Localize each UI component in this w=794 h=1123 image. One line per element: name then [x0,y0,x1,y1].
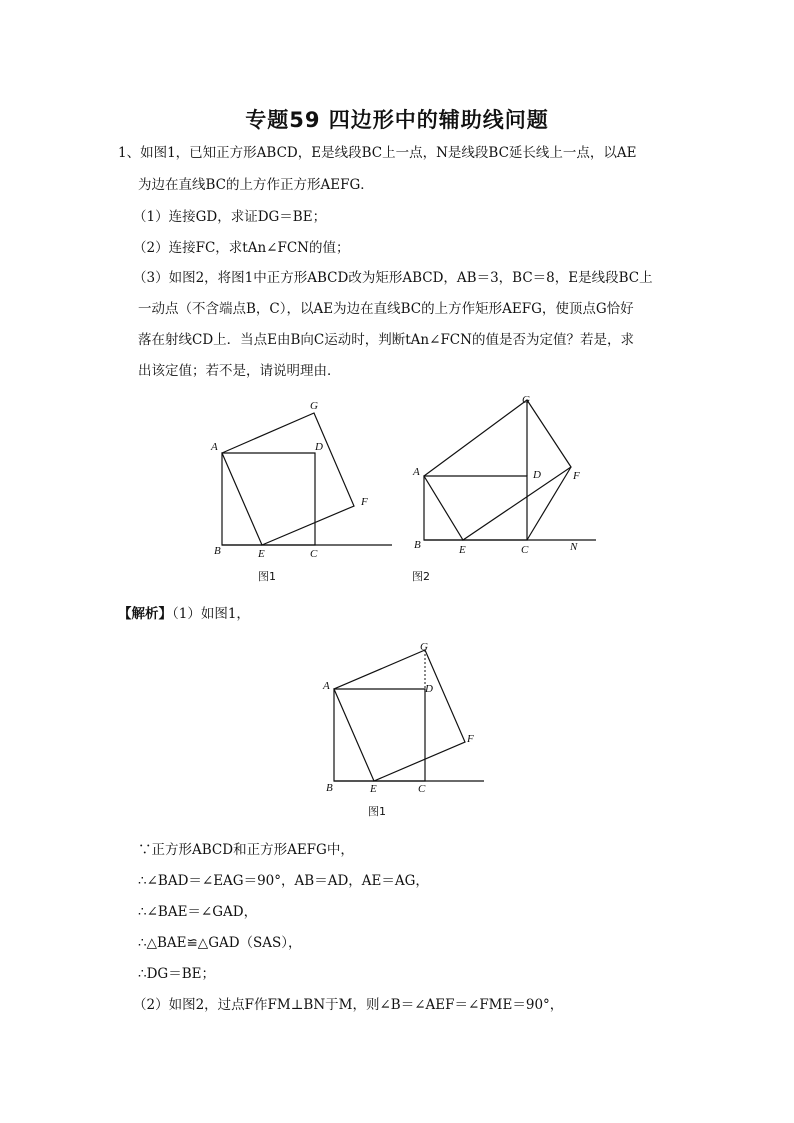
fig1-label-f: F [361,496,368,508]
figure-3 [322,641,484,818]
problem-number: 1、 [118,145,141,161]
fig2-rect-abcd [424,476,527,540]
question-3-line-3: 落在射线CD上．当点E由B向C运动时，判断tAn∠FCN的值是否为定值？若是，求 [138,332,634,348]
solution-part1-intro: （1）如图1， [172,606,250,622]
question-3-line-1: （3）如图2，将图1中正方形ABCD改为矩形ABCD，AB＝3，BC＝8，E是线段BC上 [133,270,653,286]
solution-step-2: ∴∠BAD＝∠EAG＝90°，AB＝AD，AE＝AG， [138,873,429,889]
fig2-label-e: E [459,544,466,556]
fig1-caption: 图1 [258,570,276,583]
solution-line-1 [118,604,250,624]
fig1-square-aefg [222,413,354,545]
fig2-label-b: B [414,539,421,551]
fig3-label-g: G [420,641,428,653]
figure-2 [412,394,596,583]
fig3-caption: 图1 [368,805,386,818]
question-3-line-2: 一动点（不含端点B，C），以AE为边在直线BC的上方作矩形AEFG，使顶点G恰好 [138,301,634,317]
fig3-label-f: F [467,733,474,745]
fig1-label-b: B [214,545,221,557]
solution-step-3: ∴∠BAE＝∠GAD， [138,904,258,920]
solution-heading: 【解析】 [118,606,172,622]
fig2-rect-aefg [424,400,571,540]
solution-step-1: ∵正方形ABCD和正方形AEFG中， [138,842,354,858]
problem-intro-2: 为边在直线BC的上方作正方形AEFG． [138,177,374,193]
fig2-label-g: G [522,394,530,406]
fig2-label-n: N [570,541,578,553]
fig3-label-d: D [425,683,433,695]
page-title: 专题59 四边形中的辅助线问题 [245,108,549,132]
fig1-square-abcd [222,453,315,545]
fig3-square-aefg [334,650,465,781]
question-2: （2）连接FC，求tAn∠FCN的值； [133,240,350,256]
fig2-label-d: D [533,469,541,481]
fig3-label-e: E [370,783,377,795]
fig3-label-c: C [418,783,426,795]
solution-step-5: ∴DG＝BE； [138,966,215,982]
figure-1 [210,400,392,583]
fig1-label-a: A [211,441,218,453]
fig1-label-d: D [315,441,323,453]
problem-intro-1: 如图1，已知正方形ABCD，E是线段BC上一点，N是线段BC延长线上一点，以AE [140,145,637,161]
question-3-line-4: 出该定值；若不是，请说明理由． [138,363,341,379]
fig1-label-e: E [258,548,265,560]
solution-step-6: （2）如图2，过点F作FM⊥BN于M，则∠B＝∠AEF＝∠FME＝90°， [133,997,564,1013]
fig3-square-abcd [334,689,425,781]
fig2-label-a: A [413,466,420,478]
fig1-label-c: C [310,548,318,560]
fig2-caption: 图2 [412,570,430,583]
question-1: （1）连接GD，求证DG＝BE； [133,209,327,225]
fig3-label-a: A [323,680,330,692]
fig1-label-g: G [310,400,318,412]
solution-step-4: ∴△BAE≌△GAD（SAS）， [138,935,302,951]
fig3-label-b: B [326,782,333,794]
fig2-label-f: F [573,470,580,482]
fig2-label-c: C [521,544,529,556]
